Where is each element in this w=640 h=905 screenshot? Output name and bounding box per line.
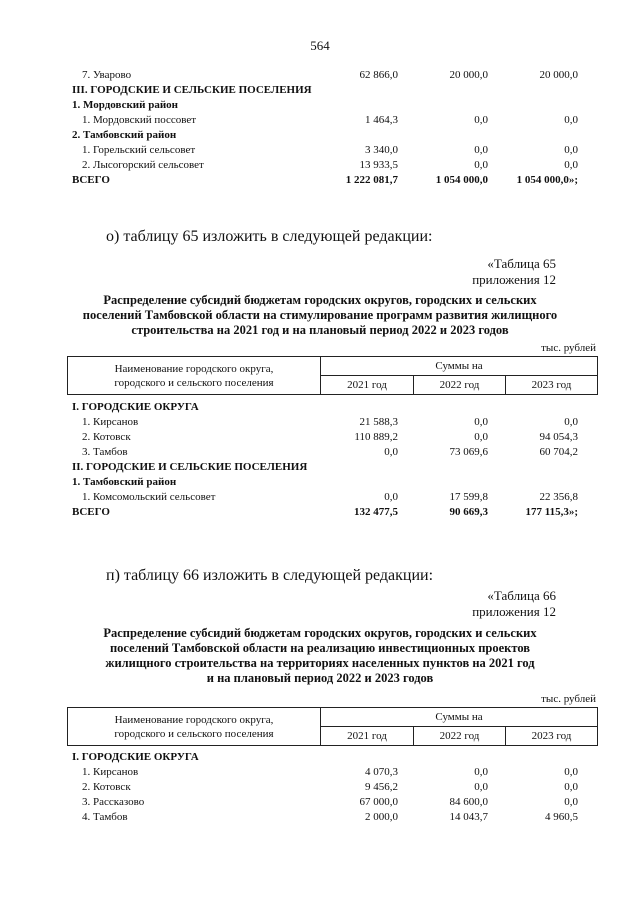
table-66-header	[67, 707, 598, 746]
value-2022: 1 054 000,0	[435, 174, 488, 186]
table-row	[70, 430, 580, 445]
row-name: 2. Котовск	[82, 781, 131, 793]
value-2021: 1 464,3	[365, 114, 398, 126]
row-name: 7. Уварово	[82, 69, 132, 81]
total-row	[70, 505, 580, 520]
value-2022: 17 599,8	[449, 491, 488, 503]
row-name: 1. Тамбовский район	[72, 476, 177, 488]
value-2022: 14 043,7	[449, 811, 488, 823]
table-66-caption	[80, 626, 560, 686]
row-name: 1. Горельский сельсовет	[82, 144, 196, 156]
section-row	[70, 400, 580, 415]
table-66-name-header-line1: Наименование городского округа,	[114, 713, 274, 726]
table-row	[70, 780, 580, 795]
table-row	[70, 68, 580, 83]
value-2021: 2 000,0	[365, 811, 398, 823]
table-66-reference	[472, 588, 556, 620]
table-66-name-header-line2: городского и сельского поселения	[114, 727, 274, 740]
section-row	[70, 83, 580, 98]
value-2023: 60 704,2	[539, 446, 579, 458]
row-name: II. ГОРОДСКИЕ И СЕЛЬСКИЕ ПОСЕЛЕНИЯ	[72, 461, 308, 473]
row-name: 3. Рассказово	[82, 796, 145, 808]
value-2021: 0,0	[384, 491, 398, 503]
table-65-ref-line2: приложения 12	[472, 272, 556, 287]
value-2023: 20 000,0	[539, 69, 578, 81]
value-2023: 0,0	[564, 796, 579, 808]
row-name: 2. Котовск	[82, 431, 131, 443]
row-name: 1. Мордовский поссовет	[82, 114, 197, 126]
value-2022: 0,0	[474, 766, 488, 778]
table-65-header	[67, 356, 598, 395]
value-2021: 9 456,2	[365, 781, 398, 793]
table-65-year-2021: 2021 год	[321, 376, 414, 395]
table-66-ref-line1: «Таблица 66	[487, 588, 556, 603]
table-66-caption-line3: жилищного строительства на территориях населенных пунктов на 2021 год	[105, 656, 535, 670]
row-name: 4. Тамбов	[82, 811, 128, 823]
table-65-name-header-line1: Наименование городского округа,	[114, 362, 274, 375]
table-65-caption	[80, 293, 560, 338]
row-name: I. ГОРОДСКИЕ ОКРУГА	[72, 401, 199, 413]
value-2022: 0,0	[474, 781, 488, 793]
value-2021: 62 866,0	[359, 69, 398, 81]
value-2022: 0,0	[474, 416, 488, 428]
table-65-ref-line1: «Таблица 65	[487, 256, 556, 271]
value-2021: 110 889,2	[354, 431, 398, 443]
value-2023: 4 960,5	[545, 811, 579, 823]
district-row	[70, 475, 580, 490]
row-name: 1. Кирсанов	[82, 766, 139, 778]
table-65-caption-line1: Распределение субсидий бюджетам городских округов, городских и сельских	[103, 293, 537, 307]
table-row	[70, 415, 580, 430]
table-65-caption-line2: поселений Тамбовской области на стимулирование программ развития жилищного	[82, 308, 558, 322]
continuation-table	[70, 68, 580, 188]
value-2022: 73 069,6	[449, 446, 488, 458]
value-2021: 3 340,0	[365, 144, 398, 156]
table-row	[70, 143, 580, 158]
continuation-table-body	[70, 68, 580, 188]
row-name: 1. Мордовский район	[72, 99, 179, 111]
value-2023: 0,0	[564, 781, 579, 793]
row-name: 2. Тамбовский район	[72, 129, 177, 141]
section-row	[70, 460, 580, 475]
value-2023: 0,0	[564, 144, 578, 156]
value-2021: 1 222 081,7	[345, 174, 398, 186]
table-66-caption-line4: и на плановый период 2022 и 2023 годов	[206, 671, 434, 685]
row-name: I. ГОРОДСКИЕ ОКРУГА	[72, 751, 199, 763]
table-row	[70, 490, 580, 505]
value-2021: 132 477,5	[354, 506, 398, 518]
value-2023: 94 054,3	[539, 431, 579, 443]
table-row	[70, 765, 580, 780]
table-66-caption-line1: Распределение субсидий бюджетам городских округов, городских и сельских	[103, 626, 537, 640]
table-66-year-2023: 2023 год	[506, 727, 598, 746]
table-65	[70, 400, 580, 520]
value-2022: 0,0	[474, 144, 488, 156]
row-name: ВСЕГО	[72, 506, 110, 518]
value-2022: 20 000,0	[449, 69, 488, 81]
table-66-body	[70, 750, 580, 825]
row-name: ВСЕГО	[72, 174, 110, 186]
table-65-name-header	[68, 357, 321, 395]
instruction-table-66: п) таблицу 66 изложить в следующей редакции:	[106, 567, 434, 584]
value-2021: 0,0	[384, 446, 398, 458]
table-65-year-2022: 2022 год	[414, 376, 506, 395]
table-row	[70, 795, 580, 810]
table-66-year-2021: 2021 год	[321, 727, 414, 746]
row-name: III. ГОРОДСКИЕ И СЕЛЬСКИЕ ПОСЕЛЕНИЯ	[72, 84, 312, 96]
value-2021: 67 000,0	[359, 796, 398, 808]
value-2023: 177 115,3»;	[525, 506, 579, 518]
table-66-year-2022: 2022 год	[414, 727, 506, 746]
table-66-caption-line2: поселений Тамбовской области на реализацию инвестиционных проектов	[109, 641, 531, 655]
table-65-name-header-line2: городского и сельского поселения	[114, 376, 274, 389]
table-row	[70, 810, 580, 825]
section-row	[70, 750, 580, 765]
table-66-units: тыс. рублей	[541, 693, 596, 705]
value-2022: 0,0	[474, 159, 488, 171]
value-2023: 0,0	[564, 159, 578, 171]
district-row	[70, 128, 580, 143]
value-2023: 0,0	[564, 416, 579, 428]
table-65-sums-header: Суммы на	[321, 357, 598, 376]
value-2022: 90 669,3	[449, 506, 488, 518]
district-row	[70, 98, 580, 113]
table-65-body	[70, 400, 580, 520]
row-name: 1. Кирсанов	[82, 416, 139, 428]
value-2022: 0,0	[474, 431, 488, 443]
table-66	[70, 750, 580, 825]
table-65-reference	[472, 256, 556, 288]
page-number: 564	[310, 38, 330, 53]
table-row	[70, 158, 580, 173]
row-name: 3. Тамбов	[82, 446, 128, 458]
table-65-year-2023: 2023 год	[506, 376, 598, 395]
value-2021: 4 070,3	[365, 766, 398, 778]
row-name: 1. Комсомольский сельсовет	[82, 491, 216, 503]
table-65-caption-line3: строительства на 2021 год и на плановый период 2022 и 2023 годов	[131, 323, 509, 337]
instruction-table-65: о) таблицу 65 изложить в следующей редакции:	[106, 228, 433, 245]
table-row	[70, 113, 580, 128]
value-2021: 13 933,5	[359, 159, 398, 171]
value-2023: 22 356,8	[539, 491, 579, 503]
total-row	[70, 173, 580, 188]
table-66-sums-header: Суммы на	[321, 708, 598, 727]
table-66-name-header	[68, 708, 321, 746]
value-2023: 0,0	[564, 114, 578, 126]
table-66-ref-line2: приложения 12	[472, 604, 556, 619]
value-2023: 1 054 000,0»;	[516, 174, 578, 186]
value-2022: 84 600,0	[449, 796, 488, 808]
row-name: 2. Лысогорский сельсовет	[82, 159, 204, 171]
table-65-units: тыс. рублей	[541, 342, 596, 354]
value-2022: 0,0	[474, 114, 488, 126]
value-2021: 21 588,3	[359, 416, 398, 428]
table-row	[70, 445, 580, 460]
value-2023: 0,0	[564, 766, 579, 778]
